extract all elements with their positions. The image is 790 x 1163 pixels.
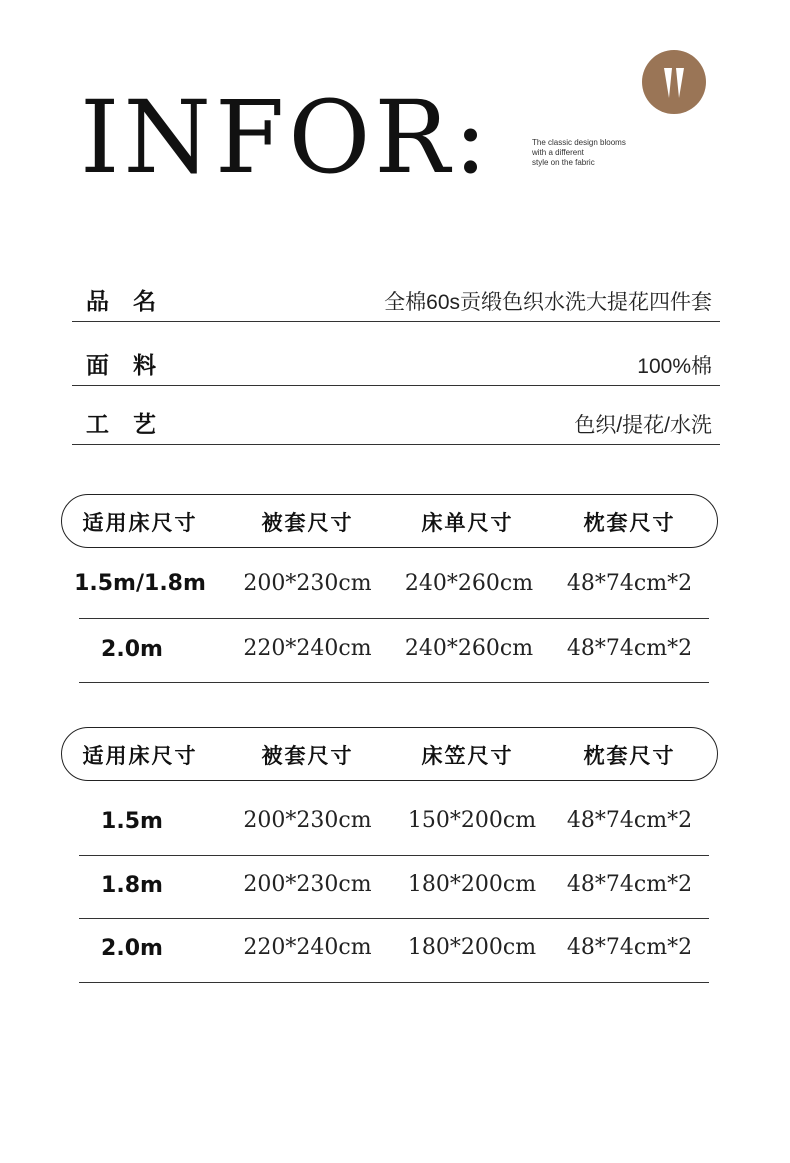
table1-header-cell: 被套尺寸 <box>261 511 354 535</box>
tagline-line: style on the fabric <box>532 158 595 167</box>
tagline-line: with a different <box>532 148 584 157</box>
info-row-fabric <box>72 344 720 386</box>
table-row-divider <box>79 618 709 619</box>
table-cell-bed-size: 2.0m <box>101 637 163 662</box>
info-value: 100%棉 <box>637 355 712 378</box>
table-cell: 48*74cm*2 <box>566 872 693 897</box>
info-value: 色织/提花/水洗 <box>574 414 712 437</box>
table-cell: 200*230cm <box>243 808 372 833</box>
table2-header-cell: 适用床尺寸 <box>82 744 198 768</box>
table1-header-cell: 适用床尺寸 <box>82 511 198 535</box>
logo-mark-icon <box>642 50 706 114</box>
table2-header-cell: 枕套尺寸 <box>583 744 676 768</box>
table-cell-bed-size: 1.5m/1.8m <box>74 571 206 596</box>
table-cell: 220*240cm <box>243 935 372 960</box>
table-cell: 180*200cm <box>407 935 537 960</box>
table-cell: 240*260cm <box>404 636 534 661</box>
info-label: 工艺 <box>86 412 180 438</box>
table-row-divider <box>79 918 709 919</box>
table1-header-cell: 枕套尺寸 <box>583 511 676 535</box>
table-cell: 48*74cm*2 <box>566 571 693 596</box>
tagline-line: The classic design blooms <box>532 138 626 147</box>
table-cell: 48*74cm*2 <box>566 636 693 661</box>
table-cell: 150*200cm <box>407 808 537 833</box>
brand-logo-badge <box>642 50 706 114</box>
table-cell: 220*240cm <box>243 636 372 661</box>
table-cell-bed-size: 2.0m <box>101 936 163 961</box>
table-cell: 200*230cm <box>243 872 372 897</box>
table-cell-bed-size: 1.5m <box>101 809 163 834</box>
table-cell: 240*260cm <box>404 571 534 596</box>
table-row-divider <box>79 982 709 983</box>
table-cell: 48*74cm*2 <box>566 808 693 833</box>
page-title: INFOR: <box>80 79 492 196</box>
table2-header-cell: 床笠尺寸 <box>421 744 514 768</box>
divider <box>72 444 720 445</box>
divider <box>72 321 720 322</box>
info-label: 品名 <box>86 289 180 315</box>
table-cell: 180*200cm <box>407 872 537 897</box>
table1-header-cell: 床单尺寸 <box>421 511 514 535</box>
divider <box>72 385 720 386</box>
info-row-craft <box>72 403 720 445</box>
info-row-product-name <box>72 280 720 322</box>
info-label: 面料 <box>86 353 180 379</box>
table-row-divider <box>79 682 709 683</box>
table-row-divider <box>79 855 709 856</box>
table2-header-cell: 被套尺寸 <box>261 744 354 768</box>
table-cell: 200*230cm <box>243 571 372 596</box>
tagline <box>532 138 662 168</box>
info-value: 全棉60s贡缎色织水洗大提花四件套 <box>384 291 712 314</box>
table-cell: 48*74cm*2 <box>566 935 693 960</box>
table-cell-bed-size: 1.8m <box>101 873 163 898</box>
